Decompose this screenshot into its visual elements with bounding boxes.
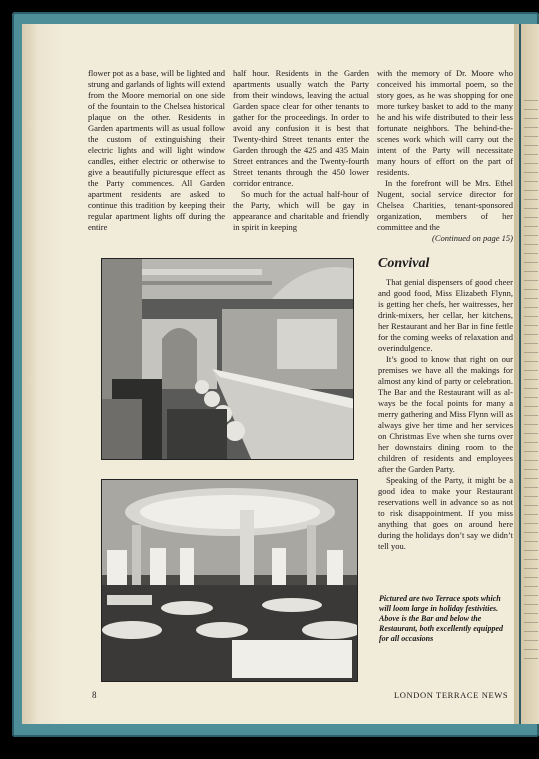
paragraph: Speaking of the Party, it might be a good idea to make your Restaurant reservations well in advance so as not to risk disappointment. If you miss anything that goes on around here during the holidays don’t say we didn’t tell you. [378, 475, 513, 551]
adjacent-page-text-fragment [524, 100, 538, 660]
section-heading: Convival [378, 256, 430, 271]
continued-note: (Continued on page 15) [432, 233, 513, 243]
bar-photo-illustration [102, 259, 354, 460]
page-gutter [22, 24, 62, 724]
text-column-3 [377, 68, 513, 244]
paragraph: In the forefront will be Mrs. Ethel Nugent, social service director for Chelsea Charities, tenant-sponsored organization, members of her committee and the [377, 178, 513, 232]
restaurant-photo [101, 479, 358, 682]
text-column-2 [233, 68, 369, 233]
page-number: 8 [92, 690, 97, 700]
paragraph: So much for the actual half-hour of the Party, which will be gay in appearance and charitable and friendly in spirit in keeping [233, 189, 369, 232]
paragraph: It’s good to know that right on our premises we have all the makings for almost any kind of party or celebration. The Bar and the Restaurant will as always be the focal points for many a merry gathering and Miss Flynn will as always give her time and her services on Christmas Eve when she turns over her downstairs dining room to the children of residents and employees after the Garden Party. [378, 354, 513, 474]
restaurant-photo-illustration [102, 480, 358, 682]
paragraph: That genial dispensers of good cheer and good food, Miss Elizabeth Flynn, is getting her chefs, her waitresses, her drink-mixers, her cellar, her kitchens, her Restaurant and her Bar in fine fettle for the coming weeks of relaxation and overindulgence. [378, 277, 513, 353]
running-footer: LONDON TERRACE NEWS [394, 690, 509, 700]
adjacent-page-border [519, 24, 521, 724]
bar-photo [101, 258, 354, 460]
text-column-1 [88, 68, 225, 233]
photo-caption: Pictured are two Terrace spots which will loom large in holiday festivities. Above is the Bar and below the Restaurant, both excellently equipped for all occasions [379, 594, 503, 643]
text-column-4 [378, 255, 513, 552]
paragraph: flower pot as a base, will be lighted and strung and garlands of lights will extend from the Moore memorial on one side of the fountain to the Chelsea historical plaque on the other. Residents in Garden apartments will as usual follow the custom of extinguishing their electric lights and will light window candles, either electric or otherwise to give a beautifully picturesque effect as the Party commences. All Garden apartment residents are asked to continue this tradition by keeping their regular apartment lights off during the entire [88, 68, 225, 232]
continued-line [377, 233, 513, 244]
paragraph: with the memory of Dr. Moore who conceived his immortal poem, so the story goes, as he was shopping for one more turkey basket to add to the many he and his wife distributed to their less fortunate neighbors. The behind-the-scenes work which will carry out the intent of the Party will necessitate many hours of effort on the part of residents. [377, 68, 513, 177]
paragraph: half hour. Residents in the Garden apartments usually watch the Party from their windows, leaving the actual Garden space clear for other tenants to gather for the proceedings. In order to avoid any confusion it is best that Twenty-third Street tenants enter the Garden through the 425 and 435 Main Street entrances and the Twenty-fourth Street tenants through the 450 lower corridor entrance. [233, 68, 369, 188]
